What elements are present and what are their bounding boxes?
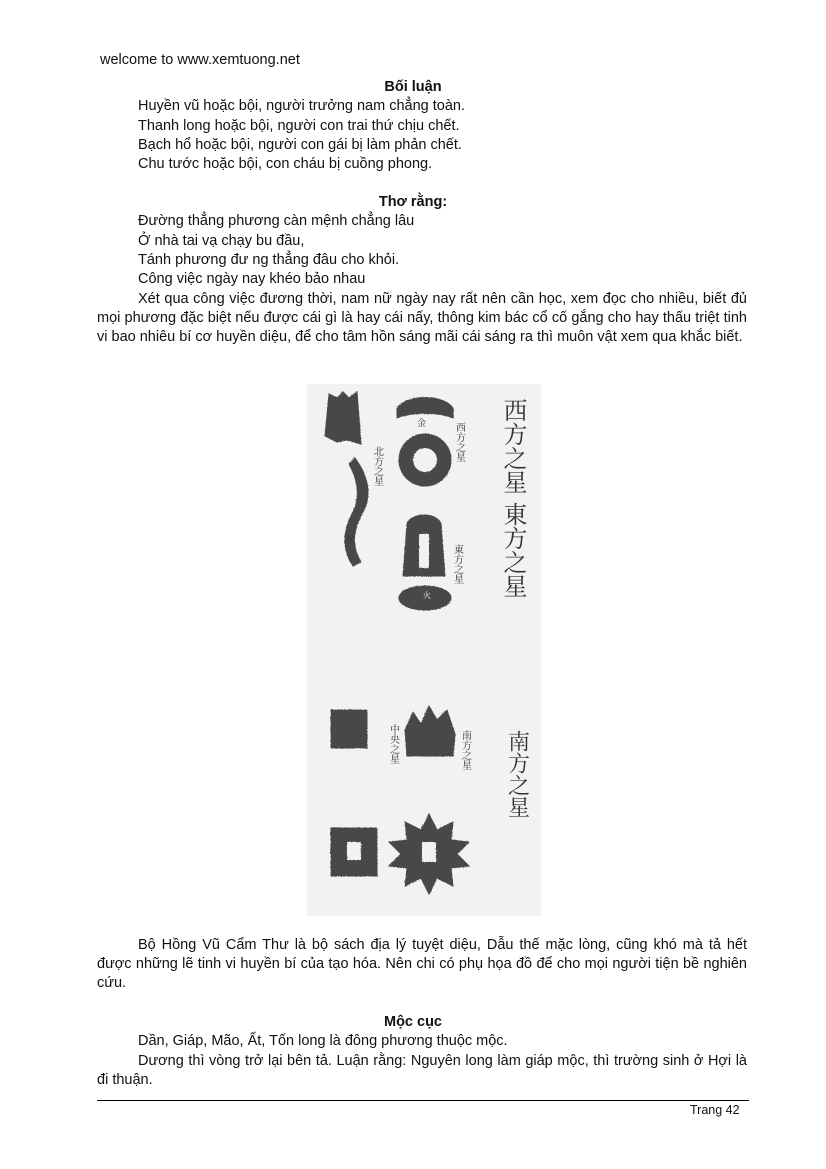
star-diagram-drawing [307,384,541,916]
section-title-tho-rang: Thơ rằng: [378,194,448,210]
text-line: Huyền vũ hoặc bội, người trưởng nam chẳng toàn. [138,98,466,114]
poem-line: Công việc ngày nay khéo bảo nhau [138,271,366,287]
poem-line: Ở nhà tai vạ chạy bu đầu, [138,233,305,249]
label-east-star: 東方之星 [499,502,527,598]
body-paragraph: Dương thì vòng trở lại bên tả. Luận rằng: Nguyên long làm giáp mộc, thì trường sinh ở Hợi là đi thuận. [97,1053,747,1088]
page-number: Trang 42 [690,1103,740,1117]
label-south-small: 南方之星 [459,730,471,770]
label-east-small: 東方之星 [451,544,463,584]
star-diagram-scan [307,384,541,916]
body-paragraph: Xét qua công việc đương thời, nam nữ ngày nay rất nên cần học, xem đọc cho nhiều, biết đủ mọi phương đặc biệt nếu được cái gì là hay cái nấy, thông kim bác cổ cố gắng cho hay thấu triệt tinh vi bao nhiêu bí cơ huyền diệu, để cho tâm hồn sáng mãi cái sáng ra thì muôn vật xem qua khắc biết. [97,291,747,345]
label-west-star: 西方之星 [499,398,527,494]
poem-line: Tánh phương đư ng thẳng đâu cho khỏi. [138,252,400,268]
text-line: Thanh long hoặc bội, người con trai thứ chịu chết. [138,118,460,134]
section-title-moc-cuc: Mộc cục [383,1014,442,1030]
text-line: Bạch hổ hoặc bội, người con gái bị làm phản chết. [138,137,462,153]
text-line: Dần, Giáp, Mão, Ất, Tốn long là đông phương thuộc mộc. [138,1033,508,1049]
label-south-star: 南方之星 [504,730,530,818]
footer-divider [97,1100,749,1101]
text-line: Chu tước hoặc bội, con cháu bị cuồng phong. [138,156,433,172]
label-west-small: 西方之星 [453,422,465,462]
section-title-boi-luan: Bối luận [384,79,442,95]
label-fire: 火 [423,591,431,600]
label-metal: 金 [417,419,427,429]
site-header: welcome to www.xemtuong.net [100,52,300,68]
label-water: 水 [341,534,353,544]
label-north-star: 北方之星 [371,446,383,486]
poem-line: Đường thẳng phương càn mệnh chẳng lâu [138,213,415,229]
body-paragraph: Bộ Hồng Vũ Cẩm Thư là bộ sách địa lý tuyệt diệu, Dẫu thế mặc lòng, cũng khó mà tả hết được những lẽ tinh vi huyền bí của tạo hóa. Nên chi có phụ họa đồ để cho mọi người tiện bề nghiên cứu. [97,937,747,991]
label-center-star: 中央之星 [387,724,399,764]
